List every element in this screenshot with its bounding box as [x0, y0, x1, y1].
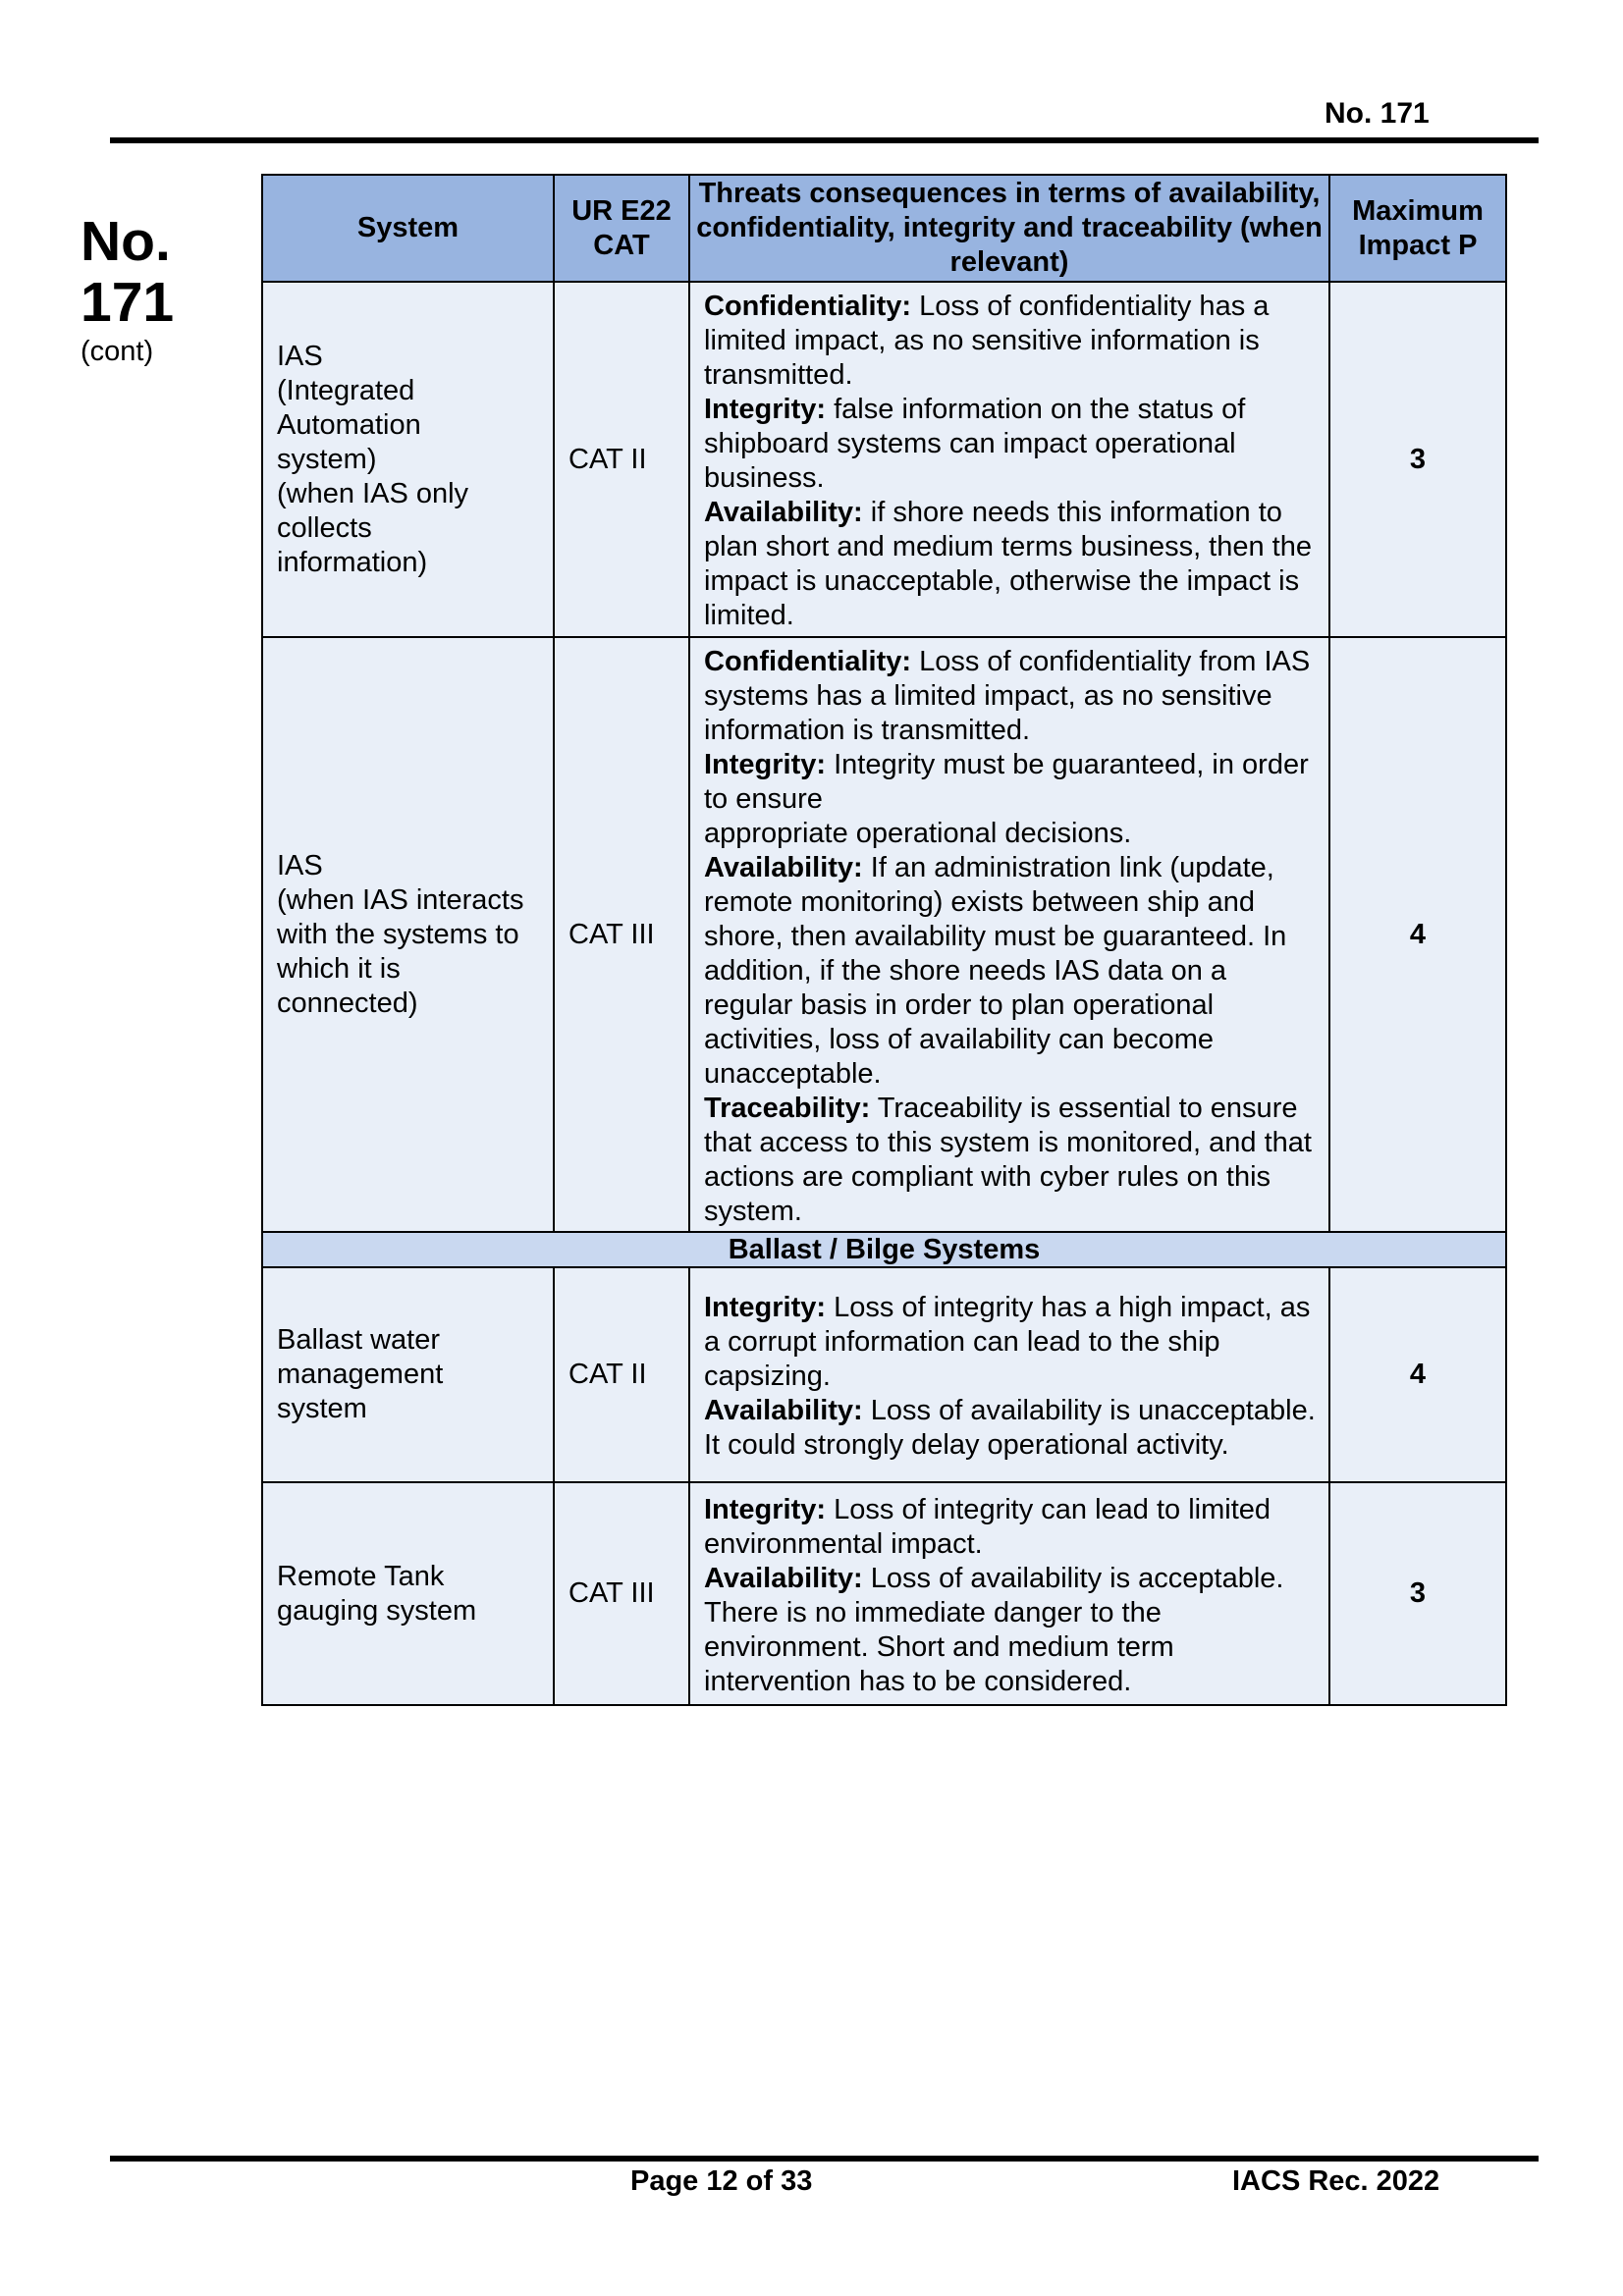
system-line: connected)	[277, 987, 418, 1019]
system-line: IAS	[277, 340, 323, 372]
threats-table	[261, 174, 1507, 1706]
threat-text: false information on the status of shipboard systems can impact operational business.	[704, 394, 1246, 494]
col-header-impact: Maximum Impact P	[1329, 175, 1506, 282]
threat-paragraph	[704, 496, 1317, 633]
col-header-threats: Threats consequences in terms of availability, confidentiality, integrity and traceability (when relevant)	[689, 175, 1329, 282]
system-line: system)	[277, 443, 377, 475]
cat-cell: CAT II	[554, 282, 689, 637]
impact-cell: 4	[1329, 1267, 1506, 1482]
threat-term: Traceability:	[704, 1092, 871, 1124]
threat-text: If an administration link (update, remote monitoring) exists between ship and shore, then availability must be guaranteed. In addition, if the shore needs IAS data on a regular basis in order to plan operational activities, loss of availability can become unacceptable.	[704, 851, 1287, 1090]
system-cell	[262, 1482, 554, 1705]
threat-text: Loss of integrity has a high impact, as a corrupt information can lead to the ship capsizing.	[704, 1292, 1311, 1392]
system-line: Ballast water	[277, 1324, 441, 1356]
col-header-cat: UR E22 CAT	[554, 175, 689, 282]
threat-term: Integrity:	[704, 1493, 827, 1525]
system-line: IAS	[277, 849, 323, 881]
threat-paragraph	[704, 645, 1317, 748]
system-line: (when IAS interacts	[277, 883, 524, 916]
threat-term: Integrity:	[704, 394, 827, 425]
threat-text: Loss of confidentiality from IAS systems has a limited impact, as no sensitive information is transmitted.	[704, 645, 1311, 746]
footer-page: Page 12 of 33	[630, 2165, 813, 2197]
threat-text: if shore needs this information to plan short and medium terms business, then the impact is unacceptable, otherwise the impact is limited.	[704, 497, 1312, 631]
threat-term: Confidentiality:	[704, 291, 912, 322]
threat-paragraph	[704, 851, 1317, 1092]
side-number: No. 171	[81, 210, 175, 334]
system-line: which it is	[277, 952, 401, 985]
threat-text: Loss of availability is acceptable. There is no immediate danger to the environment. Short and medium term intervention has to be considered.	[704, 1562, 1284, 1697]
doc-number-top: No. 171	[1325, 97, 1430, 130]
threat-paragraph	[704, 1562, 1317, 1699]
threats-cell	[689, 282, 1329, 637]
system-line: with the systems to	[277, 918, 519, 950]
threat-paragraph	[704, 290, 1317, 393]
table-row	[262, 637, 1506, 1232]
impact-cell: 4	[1329, 637, 1506, 1232]
threat-paragraph	[704, 1493, 1317, 1562]
side-cont: (cont)	[81, 336, 154, 367]
threat-text: Loss of availability is unacceptable. It could strongly delay operational activity.	[704, 1395, 1316, 1461]
threat-term: Availability:	[704, 1395, 863, 1426]
system-cell	[262, 282, 554, 637]
system-line: system	[277, 1393, 367, 1424]
system-line: collects	[277, 511, 372, 544]
table-row	[262, 1482, 1506, 1705]
threats-cell	[689, 637, 1329, 1232]
col-header-system: System	[262, 175, 554, 282]
cat-cell: CAT II	[554, 1267, 689, 1482]
section-row	[262, 1232, 1506, 1267]
system-cell	[262, 1267, 554, 1482]
threat-paragraph	[704, 748, 1317, 817]
system-line: information)	[277, 546, 428, 578]
threat-text: Traceability is essential to ensure that access to this system is monitored, and that actions are compliant with cyber rules on this system.	[704, 1092, 1312, 1227]
system-cell	[262, 637, 554, 1232]
threat-term: Availability:	[704, 851, 863, 883]
system-line: (when IAS only	[277, 477, 469, 509]
impact-cell: 3	[1329, 282, 1506, 637]
threat-paragraph	[704, 1092, 1317, 1229]
threat-term: Integrity:	[704, 748, 827, 780]
footer-rule	[110, 2156, 1539, 2162]
threat-term: Availability:	[704, 497, 863, 528]
threat-paragraph	[704, 393, 1317, 496]
system-line: management	[277, 1359, 444, 1390]
table-row	[262, 282, 1506, 637]
threat-term: Confidentiality:	[704, 645, 912, 677]
threats-cell	[689, 1267, 1329, 1482]
system-line: (Integrated	[277, 374, 415, 406]
threat-text: Integrity must be guaranteed, in order to ensure	[704, 748, 1309, 815]
footer-rec: IACS Rec. 2022	[1232, 2165, 1440, 2197]
system-line: Remote Tank	[277, 1560, 445, 1592]
threat-text: Loss of confidentiality has a limited impact, as no sensitive information is transmitted.	[704, 291, 1270, 391]
system-line: Automation	[277, 408, 421, 441]
threat-text: Loss of integrity can lead to limited environmental impact.	[704, 1493, 1271, 1560]
cat-cell: CAT III	[554, 637, 689, 1232]
threat-text: appropriate operational decisions.	[704, 817, 1132, 849]
table-row	[262, 1267, 1506, 1482]
threats-cell	[689, 1482, 1329, 1705]
threat-term: Integrity:	[704, 1292, 827, 1323]
system-line: gauging system	[277, 1594, 477, 1627]
table-header-row	[262, 175, 1506, 282]
cat-cell: CAT III	[554, 1482, 689, 1705]
threat-paragraph	[704, 1291, 1317, 1394]
threat-paragraph	[704, 817, 1317, 851]
impact-cell: 3	[1329, 1482, 1506, 1705]
side-label	[81, 211, 228, 368]
threat-paragraph	[704, 1394, 1317, 1463]
threat-term: Availability:	[704, 1562, 863, 1594]
header-rule	[110, 137, 1539, 143]
section-title: Ballast / Bilge Systems	[262, 1232, 1506, 1267]
